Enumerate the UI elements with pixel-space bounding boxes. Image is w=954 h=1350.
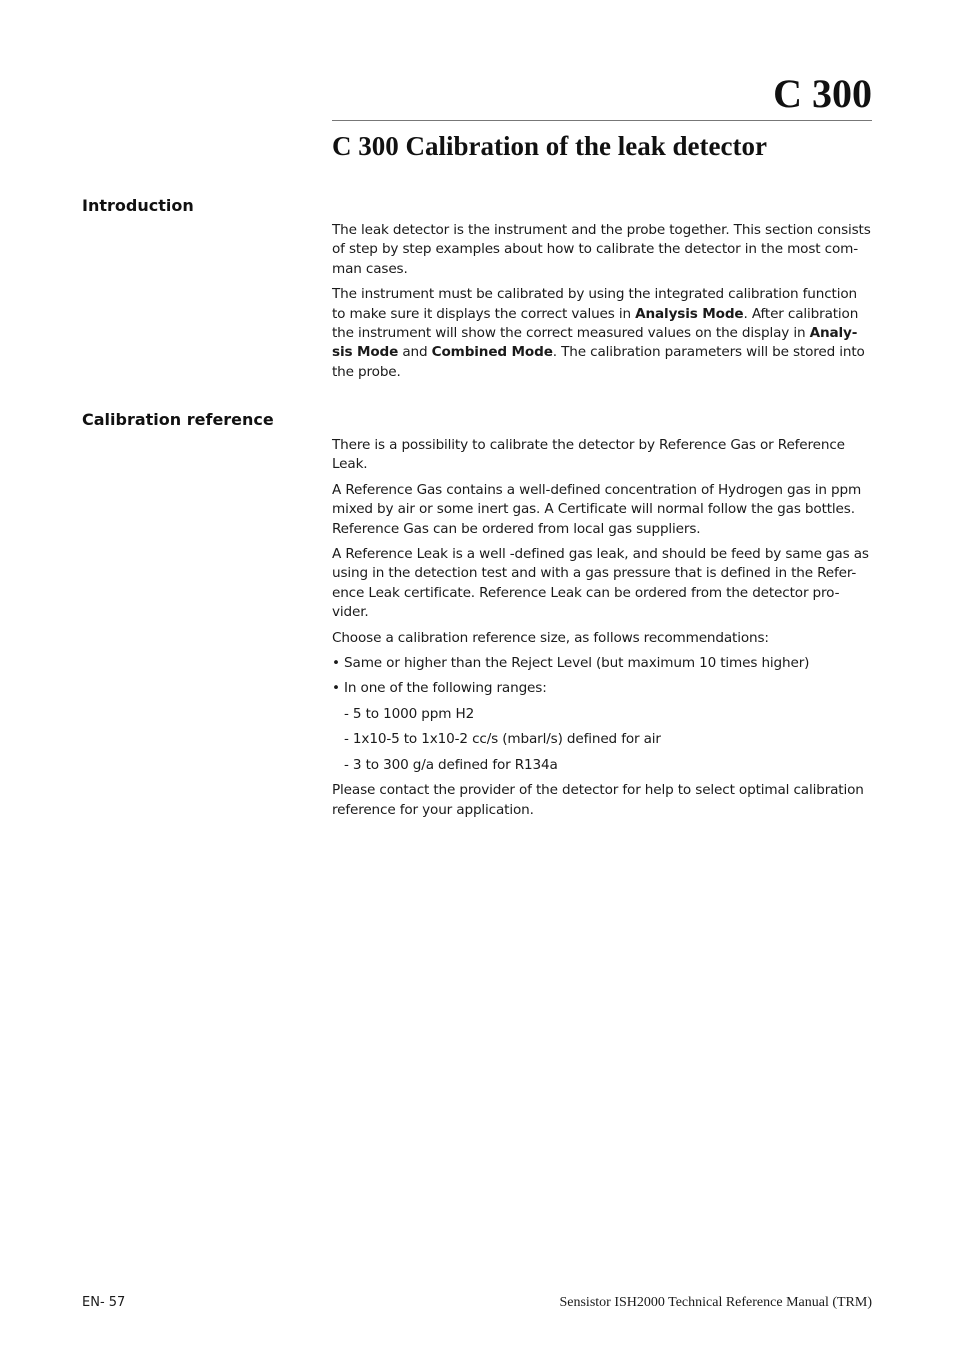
text-segment: The instrument must be calibrated by using the integrated calibration function to make sure it displays the correct values in	[332, 286, 857, 322]
introduction-paragraph-1: The leak detector is the instrument and the probe together. This section consists of step by step examples about how to calibrate the detector in the most com-man cases.	[332, 222, 871, 277]
calibration-paragraph-4: Choose a calibration reference size, as follows recommendations:	[332, 629, 769, 646]
analysis-mode-term: Analysis Mode	[635, 305, 744, 322]
calibration-paragraph-5: Please contact the provider of the detector for help to select optimal calibration reference for your application.	[332, 782, 864, 818]
calibration-paragraph-1: There is a possibility to calibrate the detector by Reference Gas or Reference Leak.	[332, 437, 845, 473]
manual-title: Sensistor ISH2000 Technical Reference Manual (TRM)	[559, 1295, 872, 1310]
introduction-paragraph-2	[332, 285, 872, 382]
range-item: - 5 to 1000 ppm H2	[344, 705, 475, 722]
bullet-item: • In one of the following ranges:	[332, 680, 547, 697]
range-item: - 3 to 300 g/a defined for R134a	[344, 756, 558, 773]
text-segment: and	[398, 344, 432, 361]
range-item: - 1x10-5 to 1x10-2 cc/s (mbarl/s) defined for air	[344, 731, 661, 748]
text-segment: . The calibration parameters will be stored into the probe.	[332, 344, 865, 380]
analysis-mode-term: Analy-sis Mode	[332, 325, 858, 361]
calibration-reference-body	[332, 436, 872, 826]
text-segment: . After calibration the instrument will show the correct measured values on the display in	[332, 305, 859, 342]
page-number: EN- 57	[82, 1295, 126, 1310]
page-title: C 300 Calibration of the leak detector	[332, 131, 767, 161]
bullet-item: • Same or higher than the Reject Level (but maximum 10 times higher)	[332, 655, 810, 672]
calibration-paragraph-3: A Reference Leak is a well -defined gas leak, and should be feed by same gas as using in the detection test and with a gas pressure that is defined in the Refer-ence Leak certificate. Reference Leak can be ordered from the detector pro-vider.	[332, 546, 869, 621]
introduction-heading: Introduction	[82, 196, 194, 215]
combined-mode-term: Combined Mode	[431, 344, 553, 361]
header-rule	[332, 120, 872, 121]
calibration-paragraph-2: A Reference Gas contains a well-defined concentration of Hydrogen gas in ppm mixed by air or some inert gas. A Certificate will normal follow the gas bottles. Reference Gas can be ordered from local gas suppliers.	[332, 481, 862, 537]
introduction-body	[332, 221, 872, 388]
calibration-reference-heading: Calibration reference	[82, 410, 274, 429]
chapter-code: C 300	[773, 71, 872, 116]
